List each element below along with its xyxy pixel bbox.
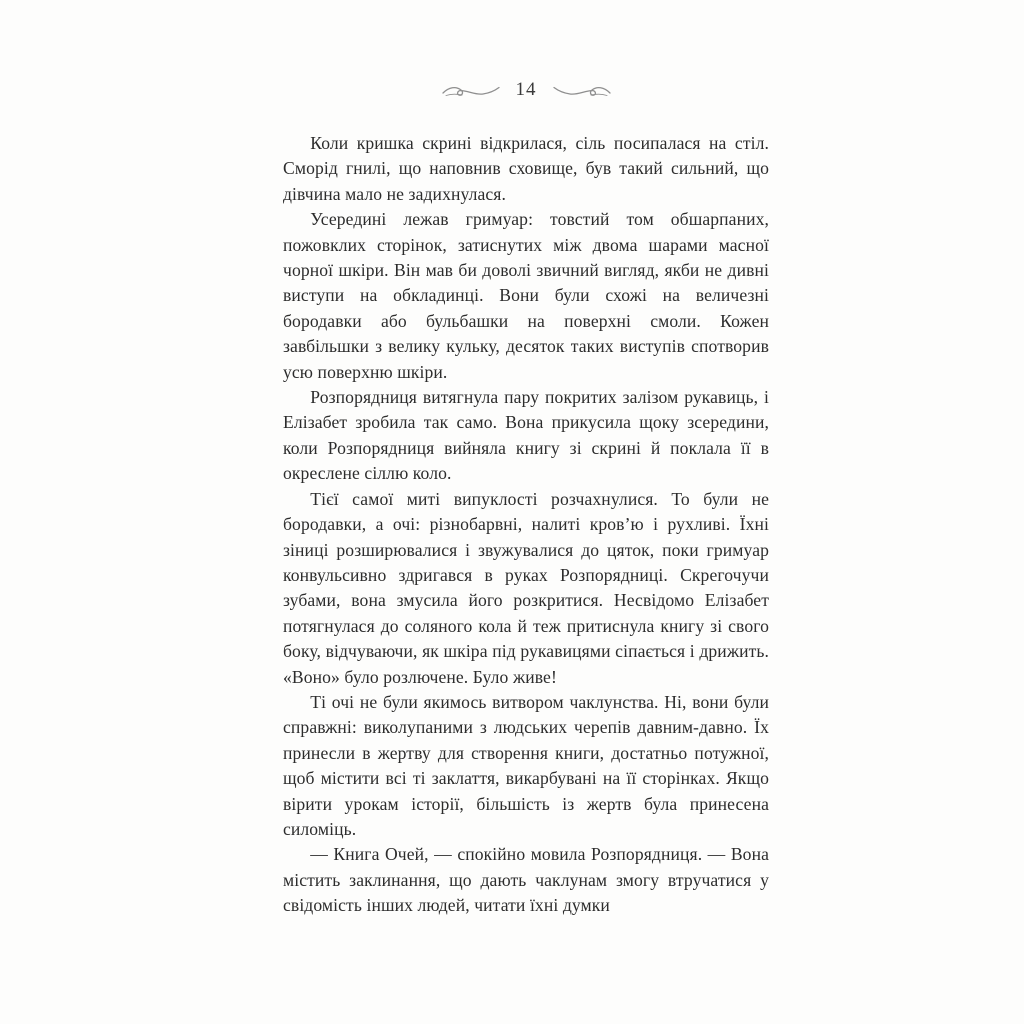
paragraph: Усередині лежав гримуар: товстий том обшарпаних, пожовклих сторінок, затиснутих між двома шарами масної чорної шкіри. Він мав би доволі звичний вигляд, якби не дивні виступи на обкладинці. Вони були схожі на величезні бородавки або бульбашки на поверхні смоли. Кожен завбільшки з велику кульку, десяток таких виступів спотворив усю поверхню шкіри. — [283, 209, 769, 382]
page-content — [283, 80, 769, 919]
page-header — [283, 80, 769, 101]
paragraph: Ті очі не були якимось витвором чаклунства. Ні, вони були справжні: виколупаними з людських черепів давним-давно. Їх принесли в жертву для створення книги, достатньо потужної, щоб містити всі ті заклаття, викарбувані на її сторінках. Якщо вірити урокам історії, більшість із жертв була принесена силоміць. — [283, 691, 769, 839]
paragraph: — Книга Очей, — спокійно мовила Розпорядниця. — Вона містить заклинання, що дають чаклунам змогу втручатися у свідомість інших людей, читати їхні думки — [283, 844, 769, 916]
page-text — [283, 131, 769, 919]
flourish-right-icon — [553, 84, 611, 98]
page-number: 14 — [515, 79, 537, 100]
paragraph: Розпорядниця витягнула пару покритих залізом рукавиць, і Елізабет зробила так само. Вона прикусила щоку зсередини, коли Розпорядниця вийняла книгу зі скрині й поклала її в окреслене сіллю коло. — [283, 387, 769, 484]
flourish-left-icon — [442, 84, 500, 98]
paragraph: Коли кришка скрині відкрилася, сіль посипалася на стіл. Сморід гнилі, що наповнив сховище, був такий сильний, що дівчина мало не задихнулася. — [283, 133, 769, 204]
paragraph: Тієї самої миті випуклості розчахнулися. То були не бородавки, а очі: різнобарвні, налиті кров’ю і рухливі. Їхні зіниці розширювалися і звужувалися до цяток, поки гримуар конвульсивно здригався в руках Розпорядниці. Скрегочучи зубами, вона змусила його розкритися. Несвідомо Елізабет потягнулася до соляного кола й теж притиснула книгу зі свого боку, відчуваючи, як шкіра під рукавицями сіпається і дрижить. «Воно» було розлючене. Було живе! — [283, 488, 769, 687]
